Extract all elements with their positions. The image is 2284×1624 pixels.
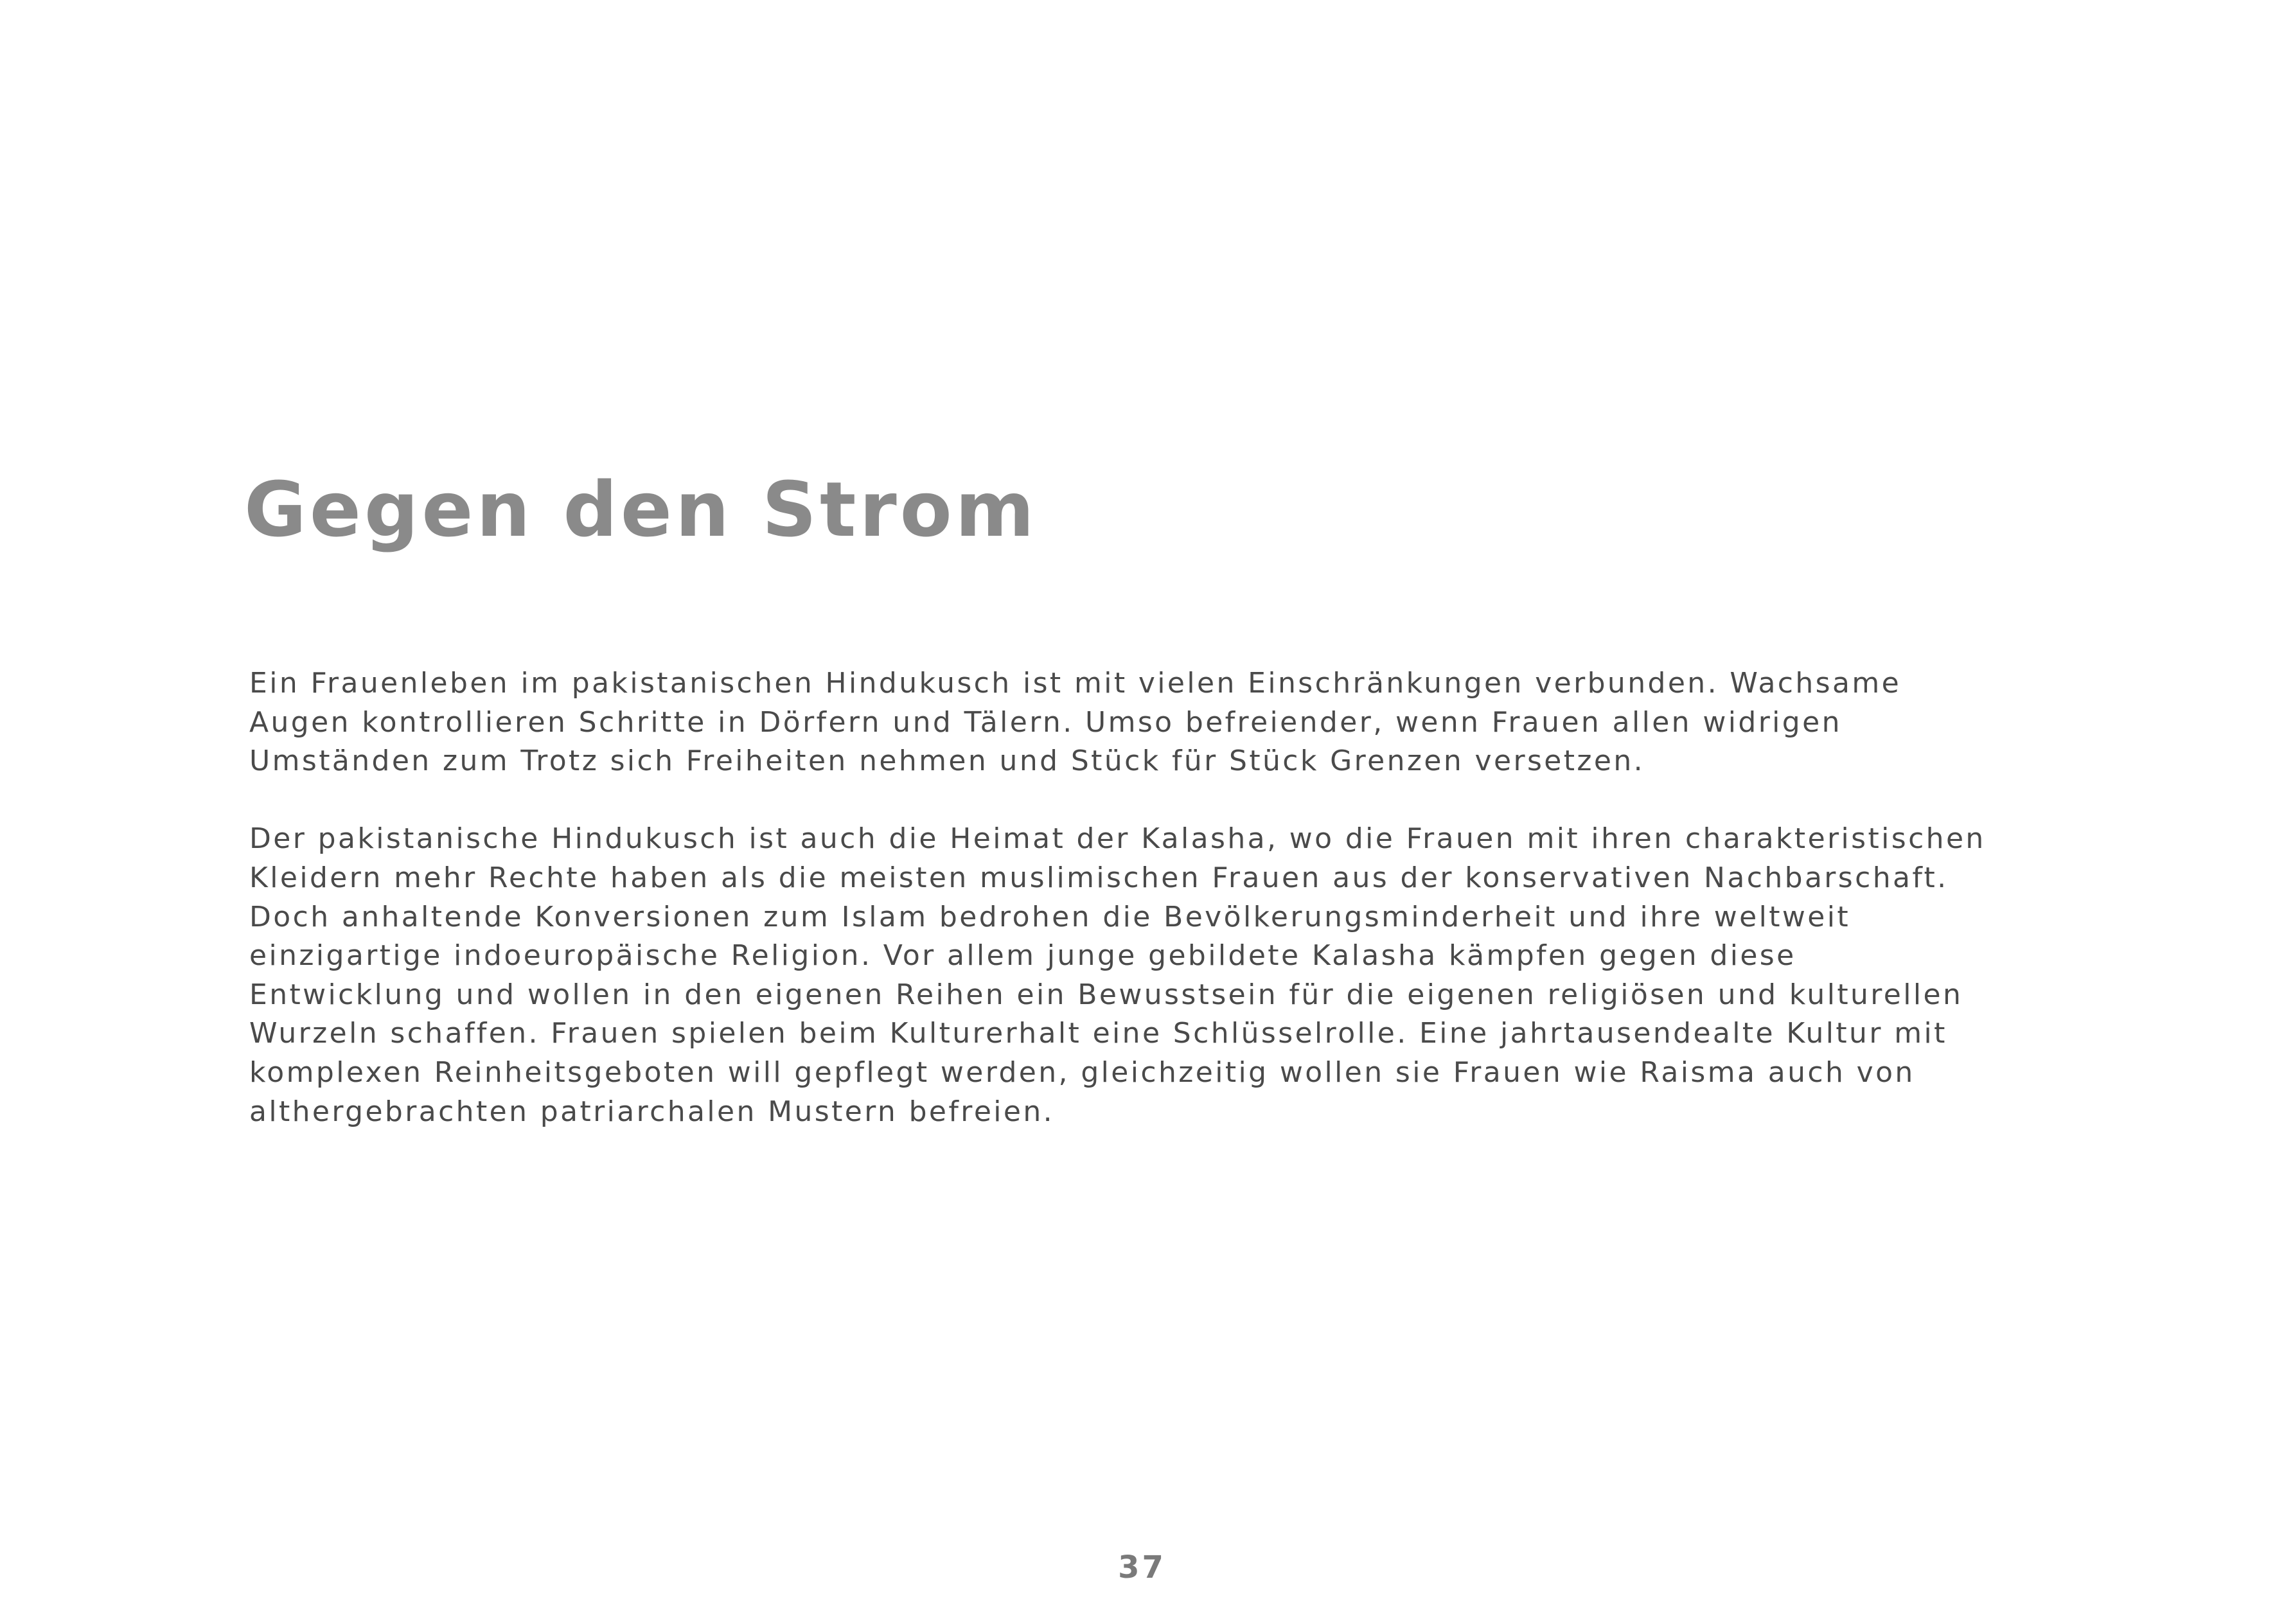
text-line: Doch anhaltende Konversionen zum Islam bedrohen die Bevölkerungsminderheit und ihre weltweit: [249, 900, 1851, 933]
page-title: Gegen den Strom: [244, 465, 1038, 554]
paragraph-intro: [249, 664, 2177, 781]
text-line: althergebrachten patriarchalen Mustern befreien.: [249, 1095, 1055, 1128]
text-line: Wurzeln schaffen. Frauen spielen beim Kulturerhalt eine Schlüsselrolle. Eine jahrtausendealte Kultur mit: [249, 1017, 1947, 1050]
text-line: Augen kontrollieren Schritte in Dörfern und Tälern. Umso befreiender, wenn Frauen allen widrigen: [249, 705, 1842, 739]
text-line: Entwicklung und wollen in den eigenen Reihen ein Bewusstsein für die eigenen religiösen und kulturellen: [249, 978, 1963, 1011]
text-line: Ein Frauenleben im pakistanischen Hindukusch ist mit vielen Einschränkungen verbunden. Wachsame: [249, 667, 1902, 700]
page-number: 37: [1118, 1549, 1166, 1585]
text-line: Kleidern mehr Rechte haben als die meisten muslimischen Frauen aus der konservativen Nachbarschaft.: [249, 861, 1949, 894]
text-line: Der pakistanische Hindukusch ist auch die Heimat der Kalasha, wo die Frauen mit ihren charakteristischen: [249, 822, 1986, 856]
paragraph-kalasha: [249, 820, 2177, 1131]
body-text: [249, 664, 2177, 1131]
text-line: Umständen zum Trotz sich Freiheiten nehmen und Stück für Stück Grenzen versetzen.: [249, 745, 1645, 778]
text-line: komplexen Reinheitsgeboten will gepflegt werden, gleichzeitig wollen sie Frauen wie Raisma auch von: [249, 1055, 1915, 1089]
text-line: einzigartige indoeuropäische Religion. Vor allem junge gebildete Kalasha kämpfen gegen diese: [249, 939, 1796, 973]
